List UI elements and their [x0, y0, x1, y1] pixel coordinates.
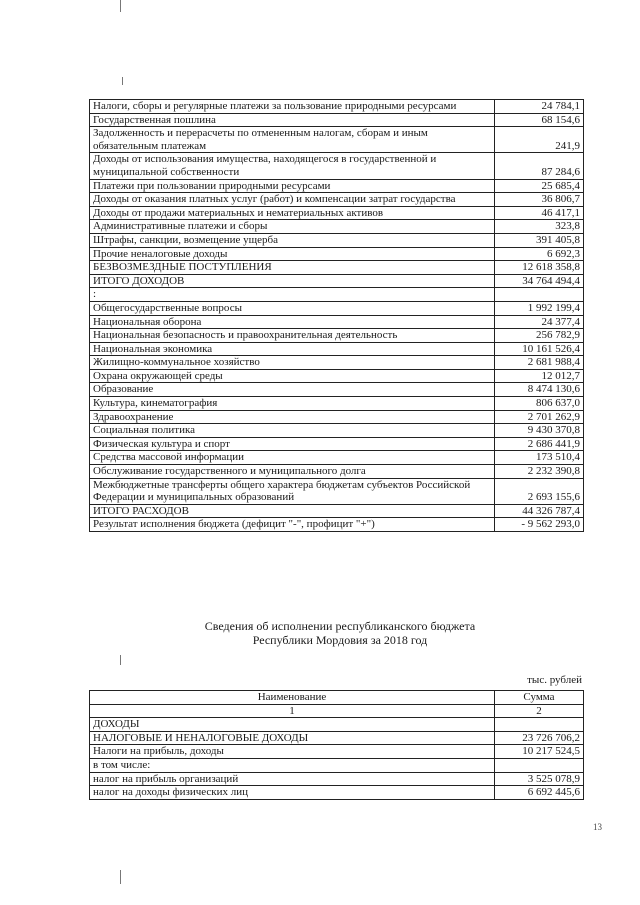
row-name: налог на прибыль организаций: [90, 772, 495, 786]
table-row: [90, 745, 584, 759]
row-name: Государственная пошлина: [90, 113, 495, 127]
table-row: [90, 369, 584, 383]
table-row: [90, 329, 584, 343]
row-value: 2 686 441,9: [495, 437, 584, 451]
row-value: [495, 718, 584, 732]
table-row: [90, 424, 584, 438]
row-value: 241,9: [495, 127, 584, 153]
row-value: 25 685,4: [495, 179, 584, 193]
table-row: [90, 718, 584, 732]
table-row: [90, 315, 584, 329]
table-row: [90, 504, 584, 518]
table-row: [90, 356, 584, 370]
row-value: 256 782,9: [495, 329, 584, 343]
row-name: Культура, кинематография: [90, 397, 495, 411]
row-value: 806 637,0: [495, 397, 584, 411]
row-value: 23 726 706,2: [495, 731, 584, 745]
row-name: :: [90, 288, 495, 302]
caption-line-2: Республики Мордовия за 2018 год: [252, 633, 428, 647]
table-row: [90, 342, 584, 356]
table-row: [90, 179, 584, 193]
scan-margin-mark: [122, 77, 123, 85]
budget-summary-table: [89, 99, 584, 532]
row-value: 12 012,7: [495, 369, 584, 383]
row-name: Налоги, сборы и регулярные платежи за пользование природными ресурсами: [90, 100, 495, 114]
scan-margin-mark: [120, 0, 121, 12]
row-value: 9 430 370,8: [495, 424, 584, 438]
caption-line-1: Сведения об исполнении республиканского бюджета: [204, 619, 476, 633]
row-value: 2 232 390,8: [495, 465, 584, 479]
row-value: 391 405,8: [495, 233, 584, 247]
table-row: [90, 247, 584, 261]
table-row: [90, 233, 584, 247]
row-name: НАЛОГОВЫЕ И НЕНАЛОГОВЫЕ ДОХОДЫ: [90, 731, 495, 745]
budget-summary-table-body: [90, 100, 584, 532]
scan-margin-mark: [120, 870, 121, 884]
table-row: [90, 274, 584, 288]
row-name: Охрана окружающей среды: [90, 369, 495, 383]
table-row: [90, 731, 584, 745]
table-row: [90, 127, 584, 153]
table-row: [90, 758, 584, 772]
row-value: 3 525 078,9: [495, 772, 584, 786]
table-row: [90, 437, 584, 451]
units-label: тыс. рублей: [527, 674, 582, 686]
row-name: ИТОГО РАСХОДОВ: [90, 504, 495, 518]
row-name: Жилищно-коммунальное хозяйство: [90, 356, 495, 370]
row-name: Налоги на прибыль, доходы: [90, 745, 495, 759]
row-name: Доходы от использования имущества, находящегося в государственной и муниципальной собственности: [90, 153, 495, 179]
row-name: Образование: [90, 383, 495, 397]
row-value: 36 806,7: [495, 193, 584, 207]
row-name: Обслуживание государственного и муниципального долга: [90, 465, 495, 479]
budget-execution-table-body: [90, 718, 584, 800]
row-name: Доходы от продажи материальных и нематериальных активов: [90, 206, 495, 220]
row-value: 173 510,4: [495, 451, 584, 465]
table-row: [90, 786, 584, 800]
row-value: 1 992 199,4: [495, 301, 584, 315]
row-value: 24 377,4: [495, 315, 584, 329]
budget-execution-table: [89, 690, 584, 800]
row-value: 68 154,6: [495, 113, 584, 127]
row-name: ДОХОДЫ: [90, 718, 495, 732]
row-name: налог на доходы физических лиц: [90, 786, 495, 800]
header-name: Наименование: [90, 691, 495, 705]
row-value: 8 474 130,6: [495, 383, 584, 397]
table-row: [90, 397, 584, 411]
table-row: [90, 288, 584, 302]
row-value: 12 618 358,8: [495, 261, 584, 275]
row-value: 10 161 526,4: [495, 342, 584, 356]
row-name: Штрафы, санкции, возмещение ущерба: [90, 233, 495, 247]
row-value: 10 217 524,5: [495, 745, 584, 759]
page-number: 13: [593, 822, 602, 832]
row-name: Прочие неналоговые доходы: [90, 247, 495, 261]
table-row: [90, 465, 584, 479]
col-number-1: 1: [90, 704, 495, 718]
table-row: [90, 518, 584, 532]
row-value: 24 784,1: [495, 100, 584, 114]
row-value: 6 692 445,6: [495, 786, 584, 800]
section-caption: [80, 619, 600, 647]
row-name: Задолженность и перерасчеты по отмененным налогам, сборам и иным обязательным платежам: [90, 127, 495, 153]
scan-margin-mark: [120, 655, 121, 665]
table-row: [90, 220, 584, 234]
table-header-row: [90, 691, 584, 705]
row-value: 2 701 262,9: [495, 410, 584, 424]
column-number-row: [90, 704, 584, 718]
row-value: 6 692,3: [495, 247, 584, 261]
row-name: Результат исполнения бюджета (дефицит "-", профицит "+"): [90, 518, 495, 532]
row-name: Платежи при пользовании природными ресурсами: [90, 179, 495, 193]
row-value: 87 284,6: [495, 153, 584, 179]
table-row: [90, 301, 584, 315]
row-name: Национальная безопасность и правоохранительная деятельность: [90, 329, 495, 343]
table-row: [90, 410, 584, 424]
table-row: [90, 451, 584, 465]
row-value: 2 693 155,6: [495, 478, 584, 504]
table-row: [90, 383, 584, 397]
table-row: [90, 100, 584, 114]
row-name: Национальная экономика: [90, 342, 495, 356]
table-row: [90, 113, 584, 127]
row-value: 46 417,1: [495, 206, 584, 220]
row-name: Национальная оборона: [90, 315, 495, 329]
row-name: ИТОГО ДОХОДОВ: [90, 274, 495, 288]
row-name: Физическая культура и спорт: [90, 437, 495, 451]
row-name: Социальная политика: [90, 424, 495, 438]
row-value: 44 326 787,4: [495, 504, 584, 518]
table-row: [90, 478, 584, 504]
table-row: [90, 153, 584, 179]
row-name: в том числе:: [90, 758, 495, 772]
row-value: [495, 758, 584, 772]
row-value: [495, 288, 584, 302]
col-number-2: 2: [495, 704, 584, 718]
row-value: 2 681 988,4: [495, 356, 584, 370]
table-row: [90, 261, 584, 275]
row-value: 323,8: [495, 220, 584, 234]
row-name: Административные платежи и сборы: [90, 220, 495, 234]
header-sum: Сумма: [495, 691, 584, 705]
row-name: Средства массовой информации: [90, 451, 495, 465]
table-row: [90, 772, 584, 786]
row-value: 34 764 494,4: [495, 274, 584, 288]
row-value: - 9 562 293,0: [495, 518, 584, 532]
row-name: Доходы от оказания платных услуг (работ) и компенсации затрат государства: [90, 193, 495, 207]
row-name: Межбюджетные трансферты общего характера бюджетам субъектов Российской Федерации и муниципальных образований: [90, 478, 495, 504]
table-row: [90, 193, 584, 207]
row-name: Здравоохранение: [90, 410, 495, 424]
row-name: Общегосударственные вопросы: [90, 301, 495, 315]
table-row: [90, 206, 584, 220]
row-name: БЕЗВОЗМЕЗДНЫЕ ПОСТУПЛЕНИЯ: [90, 261, 495, 275]
